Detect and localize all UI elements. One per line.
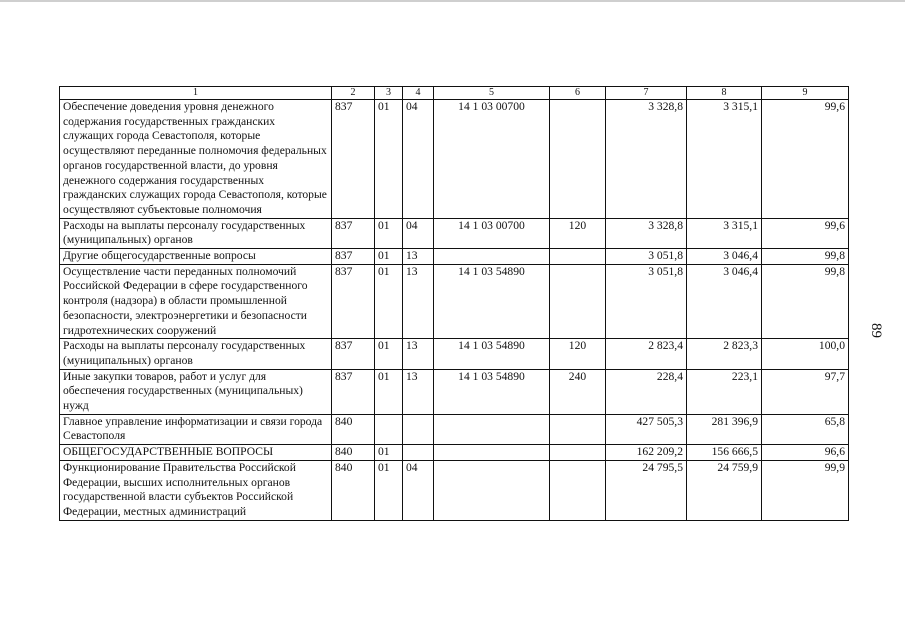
execution-percent-cell: 96,6 xyxy=(762,445,849,461)
table-row xyxy=(60,414,849,444)
expense-type-cell xyxy=(550,460,606,520)
row-name-cell: Функционирование Правительства Российской Федерации, высших исполнительных органов государственной власти субъектов Российской Федерации, местных администраций xyxy=(60,460,332,520)
planned-amount-cell: 162 209,2 xyxy=(606,445,687,461)
section-code-cell: 01 xyxy=(375,460,403,520)
section-code-cell: 01 xyxy=(375,369,403,414)
table-row xyxy=(60,218,849,248)
section-code-cell: 01 xyxy=(375,339,403,369)
page-number: 89 xyxy=(868,323,884,338)
target-article-cell: 14 1 03 54890 xyxy=(434,369,550,414)
planned-amount-cell: 3 328,8 xyxy=(606,218,687,248)
row-name-cell: Осуществление части переданных полномочий Российской Федерации в сфере государственного контроля (надзора) в области промышленной безопасности, электроэнергетики и безопасности гидротехнических сооружений xyxy=(60,264,332,339)
expense-type-cell xyxy=(550,249,606,265)
header-cell: 3 xyxy=(375,87,403,100)
executed-amount-cell: 3 315,1 xyxy=(687,218,762,248)
header-cell: 9 xyxy=(762,87,849,100)
subsection-code-cell xyxy=(403,414,434,444)
header-cell: 1 xyxy=(60,87,332,100)
table-row xyxy=(60,100,849,219)
expense-type-cell xyxy=(550,414,606,444)
execution-percent-cell: 97,7 xyxy=(762,369,849,414)
target-article-cell: 14 1 03 54890 xyxy=(434,264,550,339)
table-row xyxy=(60,369,849,414)
subsection-code-cell xyxy=(403,445,434,461)
ved-code-cell: 837 xyxy=(332,249,375,265)
ved-code-cell: 837 xyxy=(332,100,375,219)
table-body xyxy=(60,100,849,521)
executed-amount-cell: 156 666,5 xyxy=(687,445,762,461)
subsection-code-cell: 04 xyxy=(403,218,434,248)
row-name-cell: Иные закупки товаров, работ и услуг для обеспечения государственных (муниципальных) нужд xyxy=(60,369,332,414)
planned-amount-cell: 3 051,8 xyxy=(606,264,687,339)
ved-code-cell: 840 xyxy=(332,445,375,461)
row-name-cell: Обеспечение доведения уровня денежного содержания государственных гражданских служащих города Севастополя, которые осуществляют переданные полномочия федеральных органов государственной власти, до уровня денежного содержания государственных гражданских служащих города Севастополя, которые осуществляют субъектовые полномочия xyxy=(60,100,332,219)
target-article-cell xyxy=(434,445,550,461)
planned-amount-cell: 3 051,8 xyxy=(606,249,687,265)
target-article-cell: 14 1 03 00700 xyxy=(434,100,550,219)
expense-type-cell: 120 xyxy=(550,339,606,369)
ved-code-cell: 837 xyxy=(332,264,375,339)
header-cell: 5 xyxy=(434,87,550,100)
subsection-code-cell: 13 xyxy=(403,369,434,414)
header-row xyxy=(60,87,849,100)
ved-code-cell: 837 xyxy=(332,339,375,369)
execution-percent-cell: 99,9 xyxy=(762,460,849,520)
ved-code-cell: 840 xyxy=(332,460,375,520)
execution-percent-cell: 99,8 xyxy=(762,264,849,339)
ved-code-cell: 837 xyxy=(332,218,375,248)
executed-amount-cell: 281 396,9 xyxy=(687,414,762,444)
target-article-cell: 14 1 03 00700 xyxy=(434,218,550,248)
execution-percent-cell: 99,6 xyxy=(762,100,849,219)
section-code-cell: 01 xyxy=(375,264,403,339)
section-code-cell xyxy=(375,414,403,444)
row-name-cell: Главное управление информатизации и связи города Севастополя xyxy=(60,414,332,444)
executed-amount-cell: 24 759,9 xyxy=(687,460,762,520)
planned-amount-cell: 228,4 xyxy=(606,369,687,414)
target-article-cell xyxy=(434,414,550,444)
table-row xyxy=(60,460,849,520)
expense-type-cell: 120 xyxy=(550,218,606,248)
expense-type-cell xyxy=(550,100,606,219)
header-cell: 7 xyxy=(606,87,687,100)
header-cell: 4 xyxy=(403,87,434,100)
row-name-cell: Расходы на выплаты персоналу государственных (муниципальных) органов xyxy=(60,339,332,369)
row-name-cell: Расходы на выплаты персоналу государственных (муниципальных) органов xyxy=(60,218,332,248)
subsection-code-cell: 13 xyxy=(403,264,434,339)
row-name-cell: ОБЩЕГОСУДАРСТВЕННЫЕ ВОПРОСЫ xyxy=(60,445,332,461)
row-name-cell: Другие общегосударственные вопросы xyxy=(60,249,332,265)
planned-amount-cell: 427 505,3 xyxy=(606,414,687,444)
expense-type-cell xyxy=(550,264,606,339)
subsection-code-cell: 13 xyxy=(403,339,434,369)
planned-amount-cell: 2 823,4 xyxy=(606,339,687,369)
executed-amount-cell: 3 046,4 xyxy=(687,264,762,339)
table-row xyxy=(60,339,849,369)
ved-code-cell: 837 xyxy=(332,369,375,414)
header-cell: 2 xyxy=(332,87,375,100)
execution-percent-cell: 100,0 xyxy=(762,339,849,369)
budget-table xyxy=(59,86,849,521)
planned-amount-cell: 3 328,8 xyxy=(606,100,687,219)
planned-amount-cell: 24 795,5 xyxy=(606,460,687,520)
table-row xyxy=(60,264,849,339)
expense-type-cell xyxy=(550,445,606,461)
execution-percent-cell: 99,6 xyxy=(762,218,849,248)
subsection-code-cell: 04 xyxy=(403,100,434,219)
target-article-cell xyxy=(434,249,550,265)
expense-type-cell: 240 xyxy=(550,369,606,414)
execution-percent-cell: 65,8 xyxy=(762,414,849,444)
target-article-cell: 14 1 03 54890 xyxy=(434,339,550,369)
subsection-code-cell: 13 xyxy=(403,249,434,265)
subsection-code-cell: 04 xyxy=(403,460,434,520)
section-code-cell: 01 xyxy=(375,218,403,248)
execution-percent-cell: 99,8 xyxy=(762,249,849,265)
executed-amount-cell: 223,1 xyxy=(687,369,762,414)
table-row xyxy=(60,445,849,461)
target-article-cell xyxy=(434,460,550,520)
section-code-cell: 01 xyxy=(375,100,403,219)
header-cell: 8 xyxy=(687,87,762,100)
table-row xyxy=(60,249,849,265)
header-cell: 6 xyxy=(550,87,606,100)
executed-amount-cell: 3 046,4 xyxy=(687,249,762,265)
section-code-cell: 01 xyxy=(375,445,403,461)
executed-amount-cell: 3 315,1 xyxy=(687,100,762,219)
executed-amount-cell: 2 823,3 xyxy=(687,339,762,369)
section-code-cell: 01 xyxy=(375,249,403,265)
scan-edge-line xyxy=(0,0,905,2)
ved-code-cell: 840 xyxy=(332,414,375,444)
